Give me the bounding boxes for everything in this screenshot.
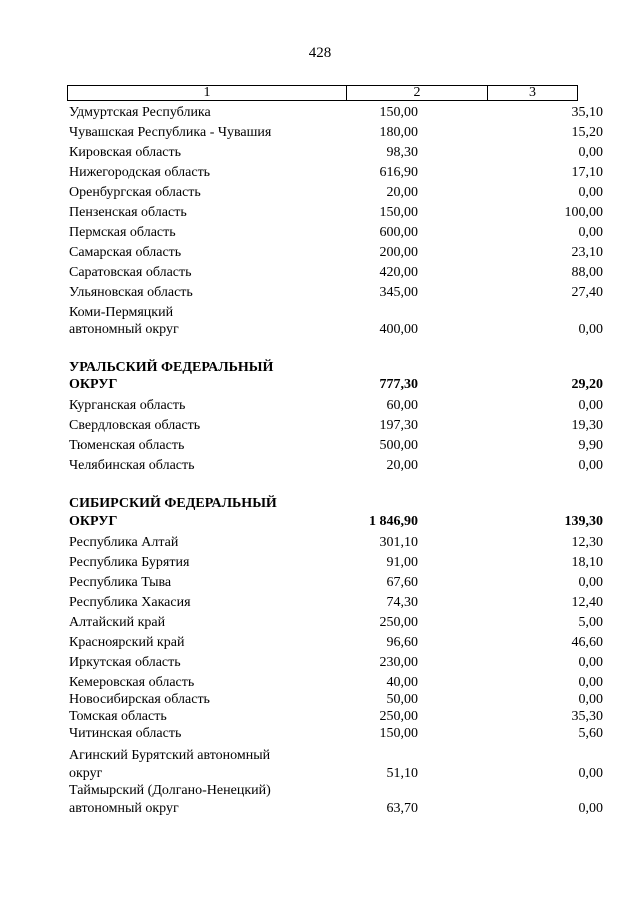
table-row [0, 800, 640, 818]
value-column-3: 100,00 [564, 205, 603, 220]
table-row [0, 376, 640, 394]
value-column-2: 20,00 [386, 458, 418, 473]
value-column-3: 12,30 [571, 535, 603, 550]
region-name: Читинская область [69, 726, 182, 741]
region-name: Нижегородская область [69, 165, 211, 180]
table-row [0, 782, 640, 800]
value-column-2: 250,00 [379, 709, 418, 724]
value-column-2: 150,00 [379, 205, 418, 220]
value-column-3: 0,00 [578, 322, 603, 337]
value-column-3: 0,00 [578, 655, 603, 670]
region-name: Кировская область [69, 145, 182, 160]
table-row [0, 397, 640, 415]
region-name: Агинский Бурятский автономный [69, 748, 271, 763]
value-column-2: 98,30 [386, 145, 418, 160]
table-row [0, 204, 640, 222]
value-column-3: 29,20 [571, 377, 603, 392]
value-column-2: 91,00 [386, 555, 418, 570]
region-name: Республика Тыва [69, 575, 172, 590]
table-row [0, 654, 640, 672]
value-column-2: 1 846,90 [369, 514, 418, 529]
table-row [0, 554, 640, 572]
region-name: Коми-Пермяцкий [69, 305, 174, 320]
region-name: округ [69, 766, 103, 781]
value-column-3: 0,00 [578, 575, 603, 590]
value-column-2: 150,00 [379, 726, 418, 741]
region-name: Республика Хакасия [69, 595, 191, 610]
value-column-3: 5,00 [578, 615, 603, 630]
table-row [0, 321, 640, 339]
table-row [0, 574, 640, 592]
value-column-3: 35,10 [571, 105, 603, 120]
value-column-2: 345,00 [379, 285, 418, 300]
value-column-2: 50,00 [386, 692, 418, 707]
value-column-3: 0,00 [578, 692, 603, 707]
table-row [0, 124, 640, 142]
value-column-2: 230,00 [379, 655, 418, 670]
region-name: Республика Алтай [69, 535, 179, 550]
table-row [0, 708, 640, 726]
column-header-3: 3 [529, 85, 536, 100]
value-column-2: 96,60 [386, 635, 418, 650]
table-row [0, 184, 640, 202]
value-column-3: 23,10 [571, 245, 603, 260]
region-name: УРАЛЬСКИЙ ФЕДЕРАЛЬНЫЙ [69, 360, 274, 375]
region-name: автономный округ [69, 322, 179, 337]
page-number: 428 [308, 45, 332, 61]
value-column-3: 15,20 [571, 125, 603, 140]
region-name: Саратовская область [69, 265, 192, 280]
region-name: Оренбургская область [69, 185, 201, 200]
value-column-2: 74,30 [386, 595, 418, 610]
column-header-2: 2 [347, 86, 488, 100]
value-column-3: 46,60 [571, 635, 603, 650]
region-name: Томская область [69, 709, 167, 724]
value-column-2: 600,00 [379, 225, 418, 240]
value-column-3: 0,00 [578, 458, 603, 473]
region-name: Тюменская область [69, 438, 185, 453]
value-column-3: 0,00 [578, 766, 603, 781]
table-row [0, 264, 640, 282]
region-name: Таймырский (Долгано-Ненецкий) [69, 783, 271, 798]
value-column-3: 0,00 [578, 225, 603, 240]
region-name: Удмуртская Республика [69, 105, 211, 120]
table-row [0, 164, 640, 182]
table-row [0, 104, 640, 122]
value-column-2: 200,00 [379, 245, 418, 260]
value-column-3: 5,60 [578, 726, 603, 741]
value-column-3: 0,00 [578, 145, 603, 160]
value-column-2: 20,00 [386, 185, 418, 200]
value-column-3: 35,30 [571, 709, 603, 724]
value-column-3: 12,40 [571, 595, 603, 610]
value-column-2: 180,00 [379, 125, 418, 140]
region-name: Кемеровская область [69, 675, 195, 690]
region-name: Алтайский край [69, 615, 166, 630]
region-name: автономный округ [69, 801, 179, 816]
value-column-2: 400,00 [379, 322, 418, 337]
region-name: Курганская область [69, 398, 186, 413]
table-row [0, 614, 640, 632]
table-row [0, 144, 640, 162]
table-row [0, 244, 640, 262]
region-name: Челябинская область [69, 458, 195, 473]
value-column-2: 67,60 [386, 575, 418, 590]
region-name: ОКРУГ [69, 514, 118, 529]
region-name: ОКРУГ [69, 377, 118, 392]
value-column-2: 40,00 [386, 675, 418, 690]
value-column-3: 27,40 [571, 285, 603, 300]
region-name: Пензенская область [69, 205, 187, 220]
table-row [0, 634, 640, 652]
region-name: Иркутская область [69, 655, 181, 670]
table-row [0, 284, 640, 302]
column-header-1: 1 [68, 86, 347, 100]
region-name: Ульяновская область [69, 285, 193, 300]
table-row [0, 534, 640, 552]
table-row [0, 437, 640, 455]
value-column-3: 0,00 [578, 801, 603, 816]
value-column-2: 150,00 [379, 105, 418, 120]
value-column-2: 197,30 [379, 418, 418, 433]
table-row [0, 765, 640, 783]
value-column-2: 301,10 [379, 535, 418, 550]
region-name: Свердловская область [69, 418, 201, 433]
table-row [0, 304, 640, 322]
value-column-3: 18,10 [571, 555, 603, 570]
value-column-3: 0,00 [578, 675, 603, 690]
region-name: Пермская область [69, 225, 176, 240]
value-column-3: 9,90 [578, 438, 603, 453]
table-row [0, 691, 640, 709]
table-row [0, 224, 640, 242]
value-column-2: 63,70 [386, 801, 418, 816]
value-column-2: 60,00 [386, 398, 418, 413]
table-row [0, 495, 640, 513]
region-name: СИБИРСКИЙ ФЕДЕРАЛЬНЫЙ [69, 496, 277, 511]
table-column-header [67, 85, 578, 101]
value-column-3: 0,00 [578, 398, 603, 413]
region-name: Новосибирская область [69, 692, 210, 707]
region-name: Республика Бурятия [69, 555, 190, 570]
value-column-2: 250,00 [379, 615, 418, 630]
table-row [0, 457, 640, 475]
table-row [0, 359, 640, 377]
value-column-3: 139,30 [564, 514, 603, 529]
table-row [0, 594, 640, 612]
value-column-3: 0,00 [578, 185, 603, 200]
table-row [0, 513, 640, 531]
table-row [0, 747, 640, 765]
value-column-2: 51,10 [386, 766, 418, 781]
table-row [0, 725, 640, 743]
region-name: Красноярский край [69, 635, 185, 650]
table-row [0, 674, 640, 692]
value-column-2: 777,30 [379, 377, 418, 392]
value-column-3: 19,30 [571, 418, 603, 433]
region-name: Самарская область [69, 245, 182, 260]
region-name: Чувашская Республика - Чувашия [69, 125, 272, 140]
value-column-3: 88,00 [571, 265, 603, 280]
value-column-2: 500,00 [379, 438, 418, 453]
value-column-2: 616,90 [379, 165, 418, 180]
value-column-2: 420,00 [379, 265, 418, 280]
value-column-3: 17,10 [571, 165, 603, 180]
table-row [0, 417, 640, 435]
